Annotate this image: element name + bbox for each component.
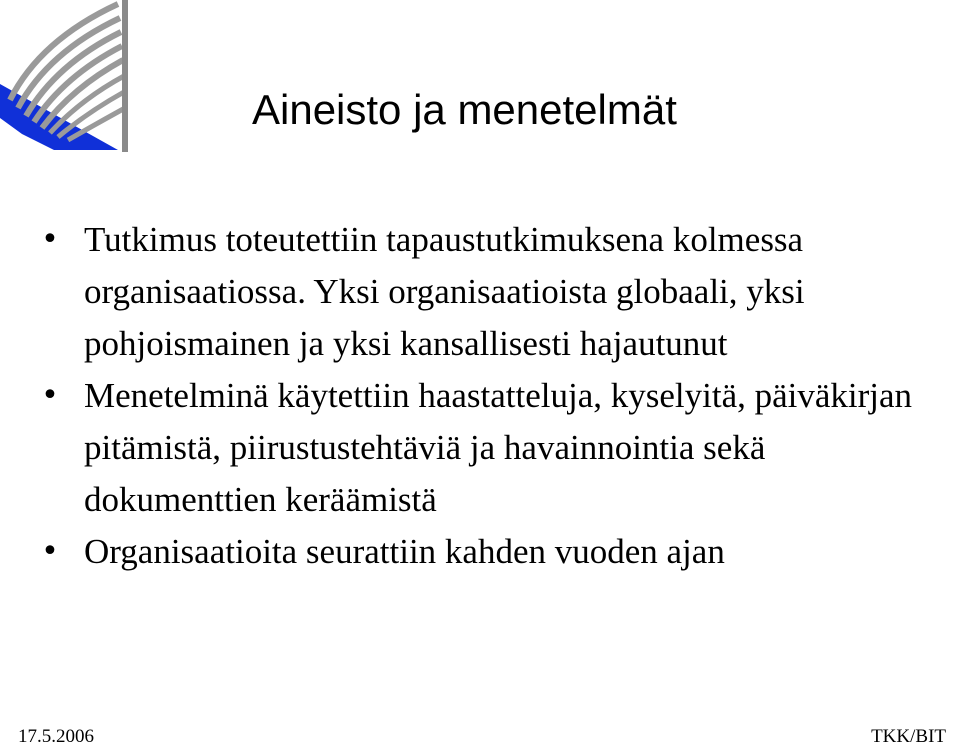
bullet-text: Tutkimus toteutettiin tapaustutkimuksena kolmessa organisaatiossa. Yksi organisaatioista globaali, yksi pohjoismainen ja yksi kansallisesti hajautunut bbox=[84, 220, 805, 363]
bullet-dot-icon: • bbox=[41, 378, 59, 413]
bullet-dot-icon: • bbox=[41, 534, 59, 569]
bullet-item bbox=[0, 526, 940, 578]
bullet-dot-icon: • bbox=[41, 222, 59, 257]
bullet-item bbox=[0, 214, 940, 370]
bullet-list bbox=[0, 214, 940, 578]
slide-title: Aineisto ja menetelmät bbox=[252, 86, 677, 133]
footer-date: 17.5.2006 bbox=[18, 726, 94, 747]
bullet-text: Menetelminä käytettiin haastatteluja, kyselyitä, päiväkirjan pitämistä, piirustustehtäviä ja havainnointia sekä dokumenttien keräämistä bbox=[84, 376, 913, 519]
footer-organization: TKK/BIT bbox=[871, 726, 946, 747]
bullet-text: Organisaatioita seurattiin kahden vuoden ajan bbox=[84, 532, 725, 571]
bullet-item bbox=[0, 370, 940, 526]
university-logo-icon bbox=[0, 0, 128, 152]
